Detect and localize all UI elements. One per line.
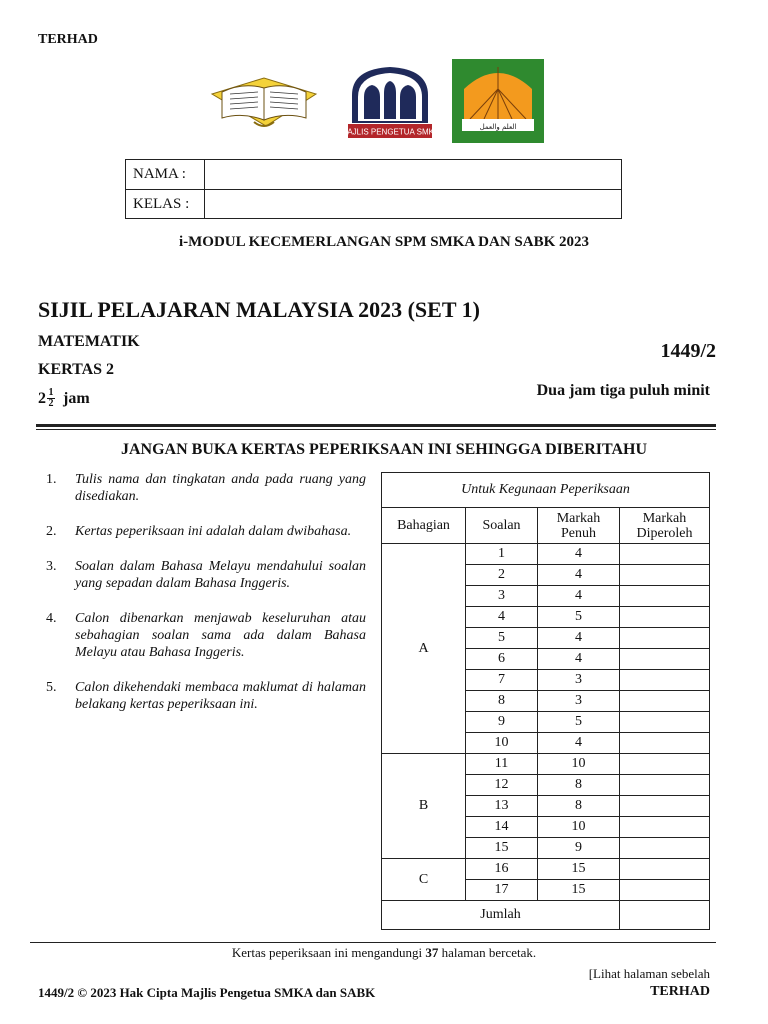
- instruction-item: [46, 610, 366, 661]
- marks-obtained-cell: [620, 733, 710, 754]
- duration-fraction: [47, 388, 55, 409]
- question-number: 5: [466, 628, 538, 649]
- divider-thick: [36, 424, 716, 427]
- next-page-note: [Lihat halaman sebelah: [588, 966, 710, 981]
- fraction-denominator: 2: [48, 398, 54, 409]
- instruction-text: Tulis nama dan tingkatan anda pada ruang yang disediakan.: [75, 472, 366, 504]
- instructions-list: [46, 471, 366, 731]
- question-number: 13: [466, 796, 538, 817]
- full-marks: 3: [538, 670, 620, 691]
- marks-obtained-cell: [620, 544, 710, 565]
- footer-divider: [30, 942, 716, 943]
- instruction-item: [46, 558, 366, 592]
- marks-obtained-cell: [620, 817, 710, 838]
- total-obtained-cell: [620, 901, 710, 930]
- section-label: B: [382, 754, 466, 859]
- page-count-suffix: halaman bercetak.: [441, 945, 537, 960]
- question-number: 2: [466, 565, 538, 586]
- question-number: 7: [466, 670, 538, 691]
- marks-row: [382, 754, 710, 775]
- student-identity-box: [125, 159, 622, 219]
- question-number: 10: [466, 733, 538, 754]
- name-label: NAMA :: [126, 160, 205, 189]
- page-count-note: [0, 945, 768, 961]
- instruction-text: Calon dikehendaki membaca maklumat di halaman belakang kertas peperiksaan ini.: [75, 680, 366, 712]
- header-full-marks: Markah Penuh: [538, 508, 620, 544]
- marks-obtained-cell: [620, 628, 710, 649]
- question-number: 1: [466, 544, 538, 565]
- marks-obtained-cell: [620, 586, 710, 607]
- marks-table-caption: Untuk Kegunaan Peperiksaan: [382, 473, 710, 508]
- instruction-text: Calon dibenarkan menjawab keseluruhan atau sebahagian soalan sama ada dalam Bahasa Melayu atau Bahasa Inggeris.: [75, 611, 366, 660]
- marks-obtained-cell: [620, 859, 710, 880]
- instruction-number: 4.: [46, 611, 57, 626]
- instruction-text: Soalan dalam Bahasa Melayu mendahului soalan yang sepadan dalam Bahasa Inggeris.: [75, 559, 366, 591]
- instruction-item: [46, 523, 366, 540]
- marks-obtained-cell: [620, 754, 710, 775]
- instruction-number: 1.: [46, 472, 57, 487]
- full-marks: 5: [538, 607, 620, 628]
- class-label: KELAS :: [126, 190, 205, 219]
- exam-title: SIJIL PELAJARAN MALAYSIA 2023 (SET 1): [38, 297, 480, 322]
- instruction-item: [46, 679, 366, 713]
- question-number: 14: [466, 817, 538, 838]
- full-marks: 4: [538, 565, 620, 586]
- question-number: 9: [466, 712, 538, 733]
- exam-warning: JANGAN BUKA KERTAS PEPERIKSAAN INI SEHINGGA DIBERITAHU: [120, 441, 648, 458]
- marks-obtained-cell: [620, 691, 710, 712]
- marks-obtained-cell: [620, 796, 710, 817]
- full-marks: 4: [538, 649, 620, 670]
- page-count-prefix: Kertas peperiksaan ini mengandungi: [231, 945, 423, 960]
- book-emblem-logo: [208, 68, 320, 132]
- marks-row: [382, 859, 710, 880]
- total-label: Jumlah: [382, 901, 620, 930]
- full-marks: 10: [538, 817, 620, 838]
- fraction-numerator: 1: [48, 387, 54, 398]
- full-marks: 5: [538, 712, 620, 733]
- question-number: 12: [466, 775, 538, 796]
- logo-motto: العلم والعمل: [479, 123, 517, 131]
- question-number: 6: [466, 649, 538, 670]
- marks-obtained-cell: [620, 838, 710, 859]
- full-marks: 9: [538, 838, 620, 859]
- instruction-text: Kertas peperiksaan ini adalah dalam dwibahasa.: [75, 524, 352, 539]
- instruction-number: 2.: [46, 524, 57, 539]
- total-row: [382, 901, 710, 930]
- question-number: 15: [466, 838, 538, 859]
- full-marks: 3: [538, 691, 620, 712]
- full-marks: 15: [538, 859, 620, 880]
- copyright-notice: 1449/2 © 2023 Hak Cipta Majlis Pengetua SMKA dan SABK: [38, 985, 376, 1000]
- marks-obtained-cell: [620, 649, 710, 670]
- marks-obtained-cell: [620, 880, 710, 901]
- classification-label-bottom: TERHAD: [650, 984, 710, 999]
- question-number: 8: [466, 691, 538, 712]
- header-question: Soalan: [466, 508, 538, 544]
- marks-obtained-cell: [620, 565, 710, 586]
- instruction-number: 3.: [46, 559, 57, 574]
- full-marks: 4: [538, 544, 620, 565]
- page-count: 37: [425, 945, 439, 960]
- duration-unit: jam: [63, 389, 90, 407]
- logo-text: MAJLIS PENGETUA SMKA: [340, 127, 440, 137]
- classification-label-top: TERHAD: [38, 32, 98, 47]
- full-marks: 15: [538, 880, 620, 901]
- question-number: 16: [466, 859, 538, 880]
- name-row: [126, 160, 621, 189]
- marks-row: [382, 544, 710, 565]
- full-marks: 8: [538, 796, 620, 817]
- marks-obtained-cell: [620, 670, 710, 691]
- class-row: [126, 189, 621, 219]
- module-title: i-MODUL KECEMERLANGAN SPM SMKA DAN SABK 2023: [178, 234, 590, 250]
- full-marks: 4: [538, 628, 620, 649]
- header-marks-obtained: Markah Diperoleh: [620, 508, 710, 544]
- duration-whole: 2: [38, 389, 46, 407]
- section-label: C: [382, 859, 466, 901]
- paper-code: 1449/2: [660, 340, 716, 362]
- instruction-item: [46, 471, 366, 505]
- paper-label: KERTAS 2: [38, 361, 115, 378]
- question-number: 4: [466, 607, 538, 628]
- question-number: 17: [466, 880, 538, 901]
- header-section: Bahagian: [382, 508, 466, 544]
- divider-thin: [36, 429, 716, 430]
- majlis-pengetua-smka-logo: [340, 63, 440, 141]
- section-label: A: [382, 544, 466, 754]
- green-mosque-logo: [452, 59, 544, 143]
- full-marks: 10: [538, 754, 620, 775]
- full-marks: 4: [538, 586, 620, 607]
- marks-obtained-cell: [620, 775, 710, 796]
- question-number: 3: [466, 586, 538, 607]
- full-marks: 4: [538, 733, 620, 754]
- marks-obtained-cell: [620, 712, 710, 733]
- instruction-number: 5.: [46, 680, 57, 695]
- marks-table: [381, 472, 710, 930]
- duration-text: Dua jam tiga puluh minit: [536, 382, 710, 399]
- marks-obtained-cell: [620, 607, 710, 628]
- duration-hours: [38, 388, 90, 409]
- full-marks: 8: [538, 775, 620, 796]
- question-number: 11: [466, 754, 538, 775]
- subject-label: MATEMATIK: [38, 333, 140, 350]
